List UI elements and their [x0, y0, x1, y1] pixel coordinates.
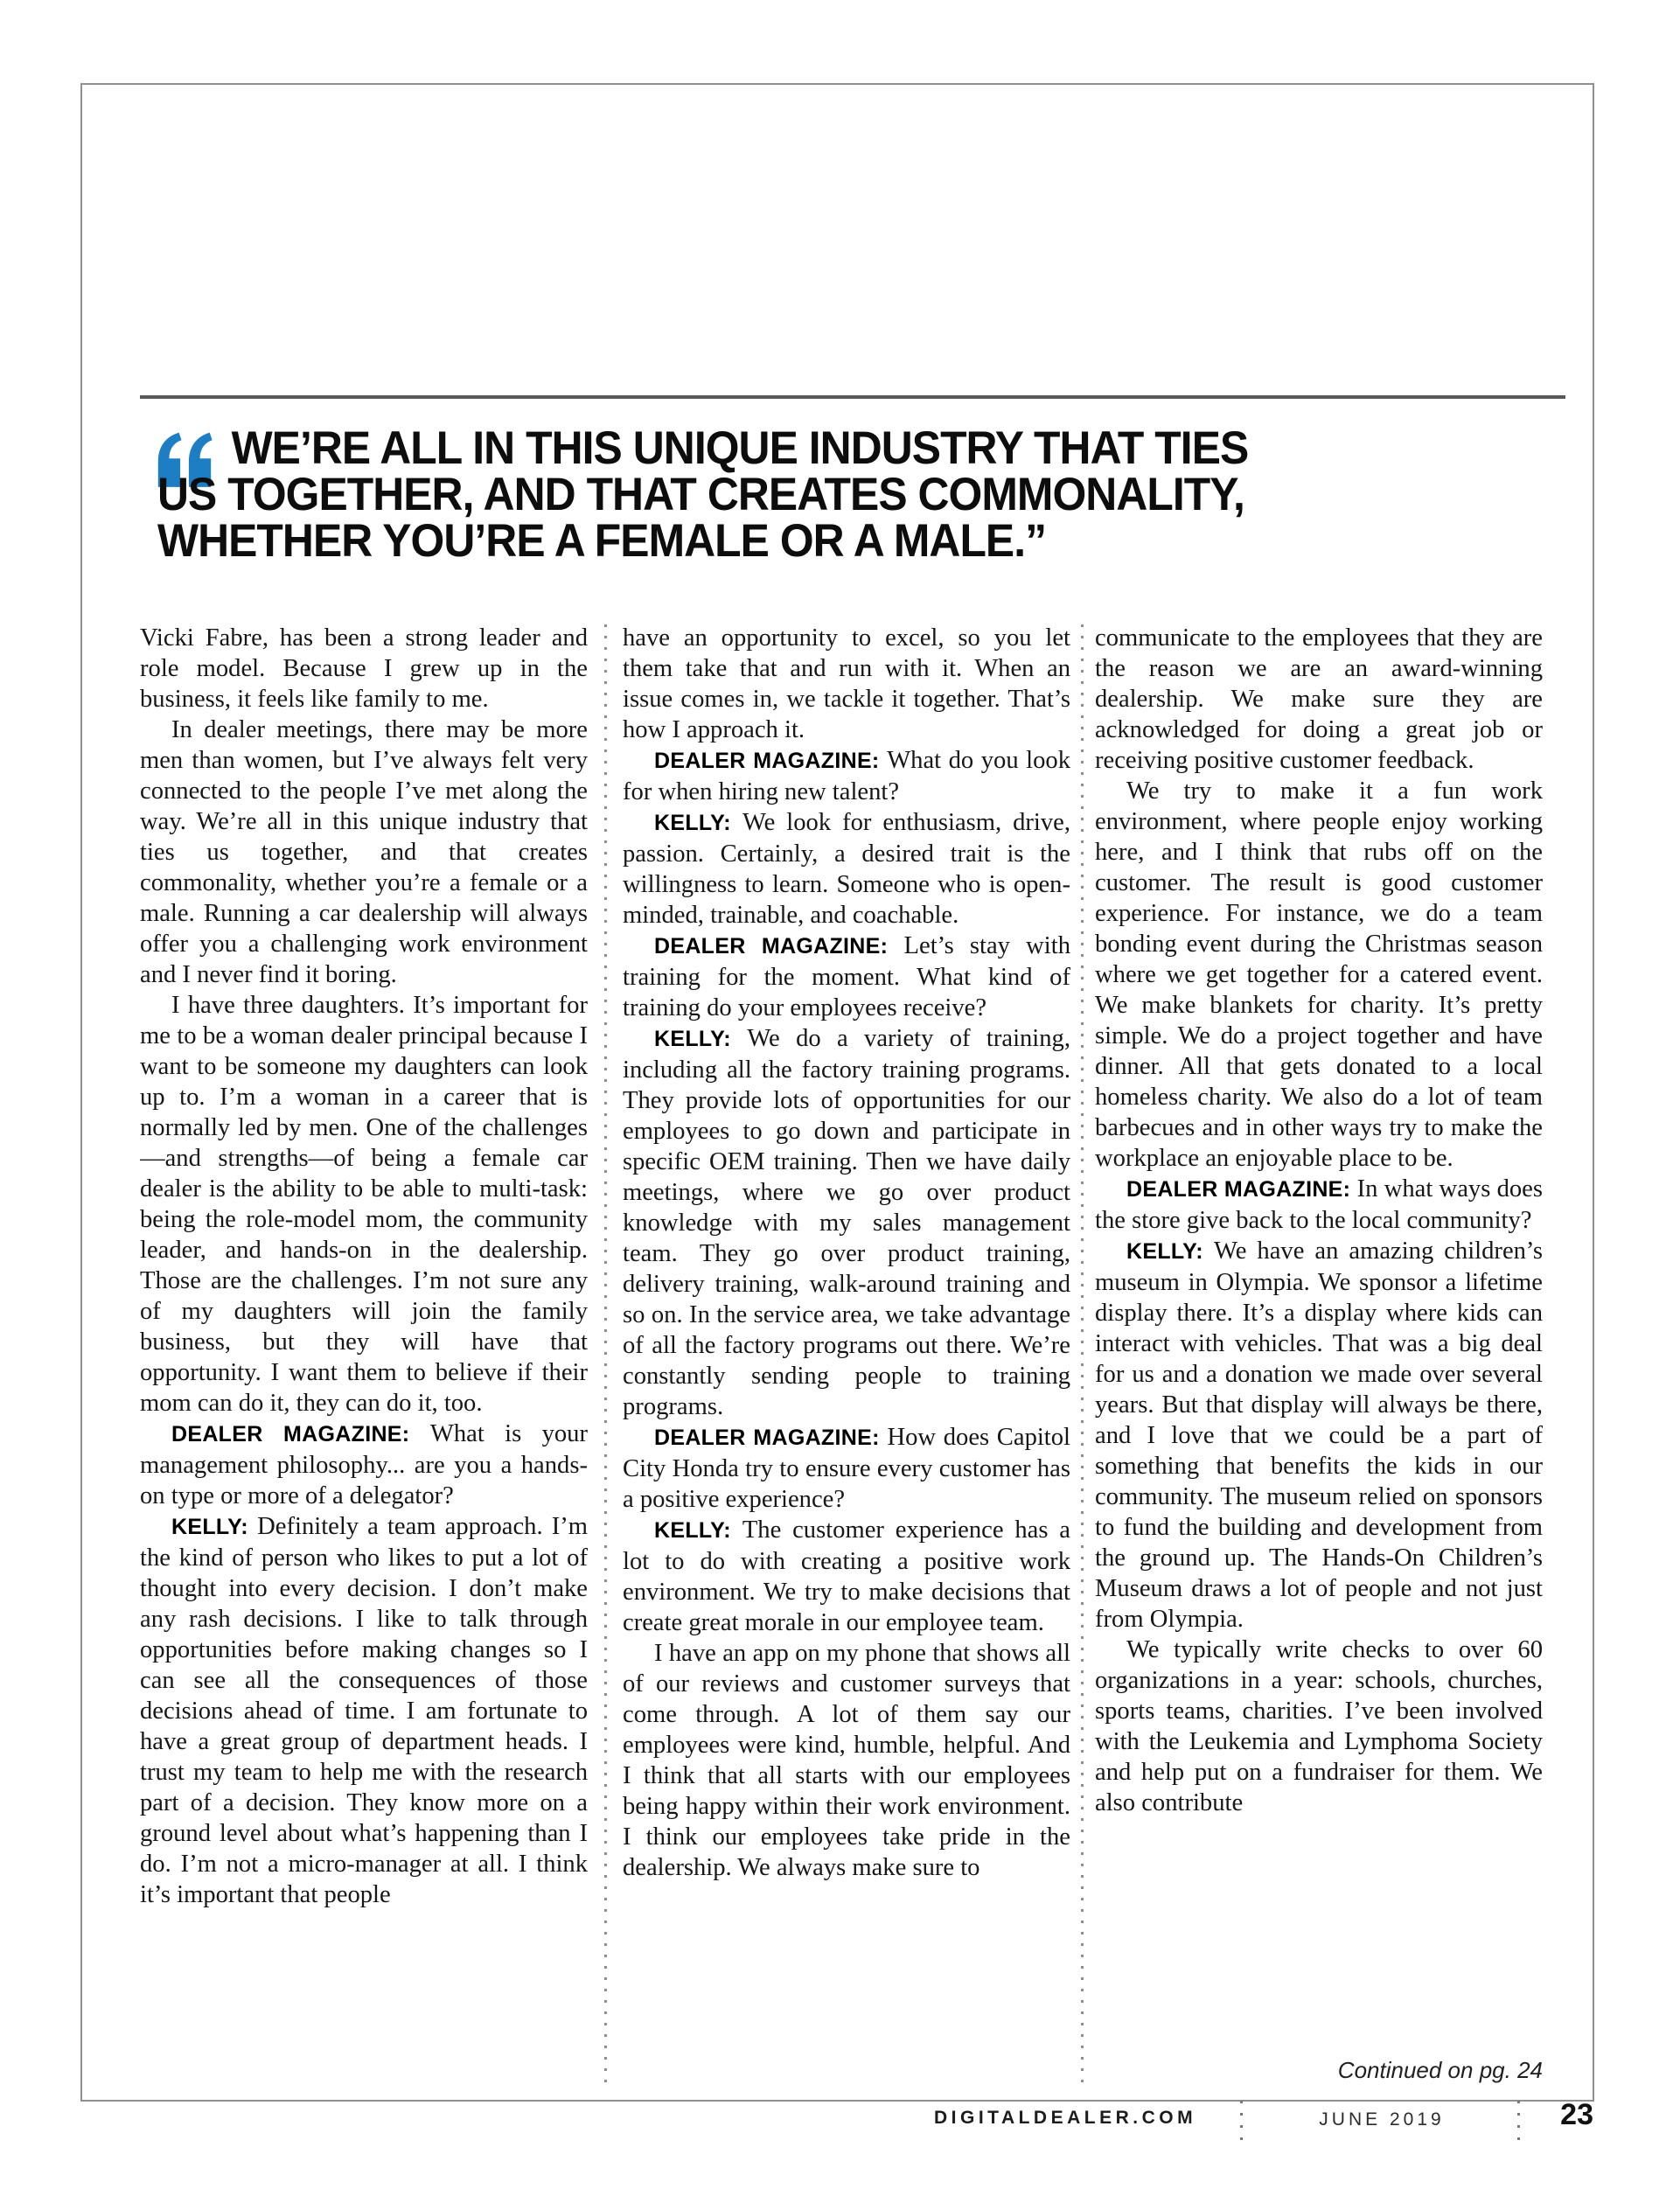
speaker-label: DEALER MAGAZINE: — [1126, 1177, 1357, 1202]
body-paragraph: DEALER MAGAZINE: What do you look for when hiring new talent? — [623, 747, 1070, 805]
footer-divider — [1517, 2101, 1520, 2141]
body-paragraph: In dealer meetings, there may be more men than women, but I’ve always felt very connected to the people I’ve met along the way. We’re all in this unique industry that ties us together, and that creates commonality, whether you’re a female or a male. Running a car dealership will always offer you a challenging work environment and I never find it boring. — [140, 716, 588, 988]
footer-site-label: DIGITALDEALER.COM — [934, 2108, 1197, 2128]
speaker-label: KELLY: — [654, 1518, 742, 1543]
body-paragraph: I have three daughters. It’s important for me to be a woman dealer principal because I want to be someone my daughters can look up to. I’m a woman in a career that is normally led by men. One of the challenges—and strengths—of being a female car dealer is the ability to be able to multi-task: being the role-model mom, the community leader, and hands-on in the dealership. Those are the challenges. I’m not sure any of my daughters will join the family business, but they will have that opportunity. I want them to believe if their mom can do it, they can do it, too. — [140, 992, 588, 1417]
speaker-label: KELLY: — [654, 1027, 748, 1051]
article-column-3 — [1095, 623, 1543, 2095]
body-paragraph: DEALER MAGAZINE: Let’s stay with training for the moment. What kind of training do your employees receive? — [623, 932, 1070, 1021]
column-divider — [604, 624, 607, 2090]
pull-quote-line: US TOGETHER, AND THAT CREATES COMMONALITY, — [157, 469, 1244, 520]
column-divider — [1081, 624, 1084, 2090]
article-column-2 — [623, 623, 1070, 2095]
speaker-label: DEALER MAGAZINE: — [654, 1426, 888, 1450]
speaker-label: KELLY: — [1126, 1239, 1215, 1264]
body-paragraph: We typically write checks to over 60 organizations in a year: schools, churches, sports teams, charities. I’ve been involved with the Leukemia and Lymphoma Society and help put on a fundraiser for them. We also contribute — [1095, 1636, 1543, 1816]
body-paragraph: We try to make it a fun work environment, where people enjoy working here, and I think that rubs off on the customer. The result is good customer experience. For instance, we do a team bonding event during the Christmas season where we get together for a catered event. We make blankets for charity. It’s pretty simple. We do a project together and have dinner. All that gets donated to a local homeless charity. We also do a lot of team barbecues and in other ways try to make the workplace an enjoyable place to be. — [1095, 777, 1543, 1172]
body-paragraph: DEALER MAGAZINE: What is your management philosophy... are you a hands-on type or more of a delegator? — [140, 1420, 588, 1509]
speaker-label: KELLY: — [171, 1515, 258, 1539]
body-paragraph: KELLY: We do a variety of training, including all the factory training programs. They provide lots of opportunities for our employees to go down and participate in specific OEM training. Then we have daily meetings, where we go over product knowledge with my sales management team. They go over product training, delivery training, walk-around training and so on. In the service area, we take advantage of all the factory programs out there. We’re constantly sending people to training programs. — [623, 1025, 1070, 1420]
continued-note: Continued on pg. 24 — [1337, 2057, 1543, 2083]
footer-divider — [1240, 2101, 1243, 2141]
speaker-label: DEALER MAGAZINE: — [654, 749, 888, 773]
footer-issue-label: JUNE 2019 — [1319, 2109, 1445, 2130]
body-paragraph: KELLY: We look for enthusiasm, drive, passion. Certainly, a desired trait is the willingness to learn. Someone who is open-minded, trainable, and coachable. — [623, 809, 1070, 929]
pull-quote-line: WE’RE ALL IN THIS UNIQUE INDUSTRY THAT TIES — [231, 422, 1249, 474]
body-paragraph: DEALER MAGAZINE: How does Capitol City Honda try to ensure every customer has a positive experience? — [623, 1424, 1070, 1513]
section-rule — [140, 395, 1565, 399]
speaker-label: DEALER MAGAZINE: — [654, 934, 904, 959]
pull-quote-line: WHETHER YOU’RE A FEMALE OR A MALE.” — [157, 515, 1047, 567]
speaker-label: KELLY: — [654, 811, 742, 835]
body-paragraph: Vicki Fabre, has been a strong leader and role model. Because I grew up in the business, it feels like family to me. — [140, 624, 588, 713]
speaker-label: DEALER MAGAZINE: — [171, 1422, 430, 1447]
footer-page-number: 23 — [1560, 2098, 1593, 2131]
article-column-1 — [140, 623, 588, 2095]
body-paragraph: KELLY: We have an amazing children’s museum in Olympia. We sponsor a lifetime display there. It’s a display where kids can interact with vehicles. That was a big deal for us and a donation we made over several years. But that display will always be there, and I love that we could be a part of something that benefits the kids in our community. The museum relied on sponsors to fund the building and development from the ground up. The Hands-On Children’s Museum draws a lot of people and not just from Olympia. — [1095, 1237, 1543, 1633]
body-paragraph: KELLY: The customer experience has a lot to do with creating a positive work environment. We try to make decisions that create great morale in our employee team. — [623, 1516, 1070, 1636]
body-paragraph: I have an app on my phone that shows all of our reviews and customer surveys that come through. A lot of them say our employees were kind, humble, helpful. And I think that all starts with our employees being happy within their work environment. I think our employees take pride in the dealership. We always make sure to — [623, 1640, 1070, 1881]
body-paragraph: have an opportunity to excel, so you let them take that and run with it. When an issue comes in, we tackle it together. That’s how I approach it. — [623, 624, 1070, 743]
body-paragraph: KELLY: Definitely a team approach. I’m the kind of person who likes to put a lot of thought into every decision. I don’t make any rash decisions. I like to talk through opportunities before making changes so I can see all the consequences of those decisions ahead of time. I am fortunate to have a great group of department heads. I trust my team to help me with the research part of a decision. They know more on a ground level about what’s happening than I do. I’m not a micro-manager at all. I think it’s important that people — [140, 1513, 588, 1908]
body-paragraph: communicate to the employees that they are the reason we are an award-winning dealership. We make sure they are acknowledged for doing a great job or receiving positive customer feedback. — [1095, 624, 1543, 774]
body-paragraph: DEALER MAGAZINE: In what ways does the store give back to the local community? — [1095, 1175, 1543, 1234]
pull-quote — [157, 422, 1574, 567]
